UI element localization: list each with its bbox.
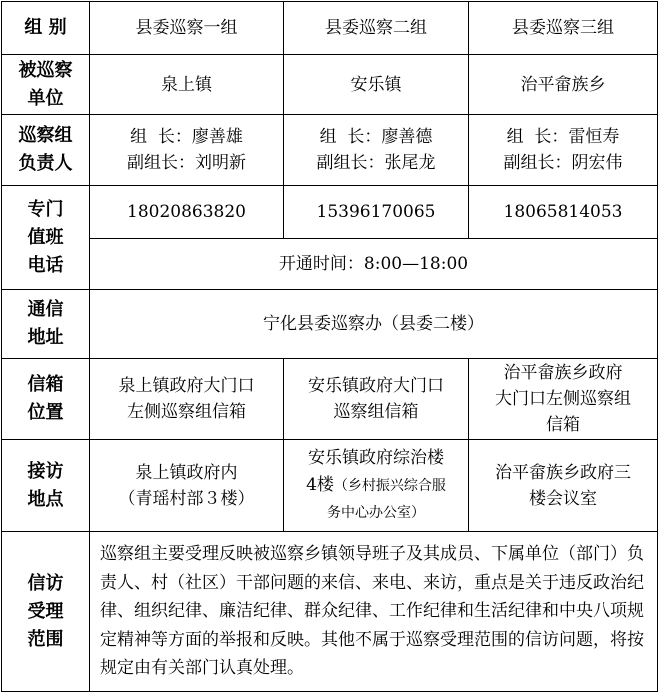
group-label: 组 别 <box>2 2 90 55</box>
group-2-header: 县委巡察二组 <box>284 2 469 55</box>
inspected-unit-row <box>2 55 658 115</box>
hotline-phone-3[interactable]: 18065814053 <box>469 186 658 239</box>
scope-text: 巡察组主要受理反映被巡察乡镇领导班子及其成员、下属单位（部门）负责人、村（社区）干部问题的来信、来电、来访，重点是关于违反政治纪律、组织纪律、廉洁纪律、群众纪律、工作纪律和生活纪律和中央八项规定精神等方面的举报和反映。其他不属于巡察受理范围的信访问题，将按规定由有关部门认真处理。 <box>90 532 658 692</box>
group-3-header: 县委巡察三组 <box>469 2 658 55</box>
mailbox-location-3: 治平畲族乡政府 大门口左侧巡察组 信箱 <box>469 359 658 440</box>
inspected-unit-1: 泉上镇 <box>90 55 284 115</box>
hotline-row <box>2 186 658 239</box>
mailbox-location-2: 安乐镇政府大门口 巡察组信箱 <box>284 359 469 440</box>
leader-name: 组 长：廖善德 <box>319 127 433 147</box>
leaders-group-1 <box>90 115 284 186</box>
hotline-phone-1[interactable]: 18020863820 <box>90 186 284 239</box>
leaders-group-2 <box>284 115 469 186</box>
address-value: 宁化县委巡察办（县委二楼） <box>90 290 658 359</box>
leaders-group-3 <box>469 115 658 186</box>
mailbox-row <box>2 359 658 440</box>
hotline-label: 专门 值班 电话 <box>2 186 90 290</box>
hotline-hours: 开通时间：8:00—18:00 <box>90 239 658 290</box>
address-label: 通信 地址 <box>2 290 90 359</box>
reception-location-3: 治平畲族乡政府三 楼会议室 <box>469 440 658 532</box>
leaders-row <box>2 115 658 186</box>
leader-name: 组 长：雷恒寿 <box>506 127 620 147</box>
mailbox-location-1: 泉上镇政府大门口 左侧巡察组信箱 <box>90 359 284 440</box>
deputy-name: 副组长：阴宏伟 <box>503 153 623 173</box>
group-1-header: 县委巡察一组 <box>90 2 284 55</box>
inspected-unit-2: 安乐镇 <box>284 55 469 115</box>
reception-location-2: 安乐镇政府综治楼 4楼（乡村振兴综合服 务中心办公室） <box>284 440 469 532</box>
inspection-info-table <box>1 1 658 692</box>
hotline-phone-2[interactable]: 15396170065 <box>284 186 469 239</box>
leader-name: 组 长：廖善雄 <box>130 127 243 147</box>
address-row <box>2 290 658 359</box>
deputy-name: 副组长：张尾龙 <box>316 153 436 173</box>
scope-row <box>2 532 658 692</box>
mailbox-label: 信箱 位置 <box>2 359 90 440</box>
deputy-name: 副组长：刘明新 <box>127 153 246 173</box>
inspected-unit-3: 治平畲族乡 <box>469 55 658 115</box>
hotline-hours-row <box>2 239 658 290</box>
leaders-label: 巡察组 负责人 <box>2 115 90 186</box>
reception-label: 接访 地点 <box>2 440 90 532</box>
reception-location-1: 泉上镇政府内 （青瑶村部３楼） <box>90 440 284 532</box>
reception-row <box>2 440 658 532</box>
header-row <box>2 2 658 55</box>
scope-label: 信访 受理 范围 <box>2 532 90 692</box>
inspected-unit-label: 被巡察 单位 <box>2 55 90 115</box>
